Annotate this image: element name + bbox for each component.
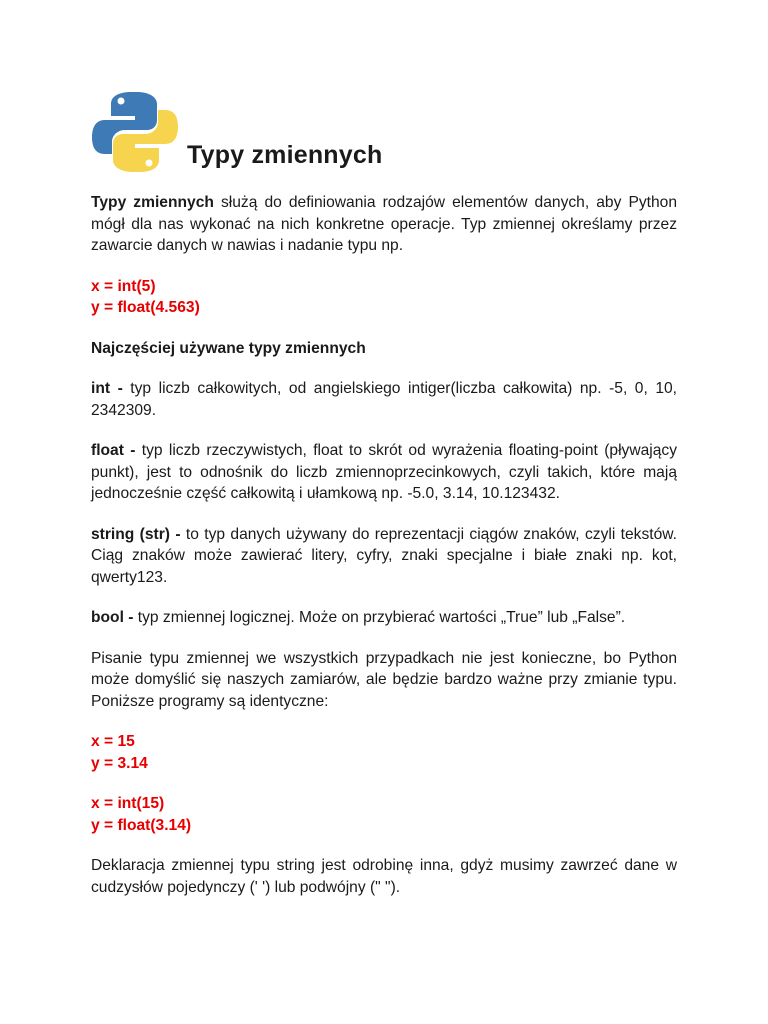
code-line: x = 15 (91, 733, 135, 750)
code-line: y = float(3.14) (91, 816, 192, 834)
header (91, 88, 677, 174)
paragraph-3: Deklaracja zmiennej typu string jest odrobinę inna, gdyż musimy zawrzeć dane w cudzysłów pojedynczy (' ') lub podwójny (" "). (91, 857, 677, 896)
type-text: to typ danych używany do reprezentacji ciągów znaków, czyli tekstów. Ciąg znaków może zawierać litery, cyfry, znaki specjalne i białe znaki np. kot, qwerty123. (91, 525, 678, 586)
type-term: float - (91, 442, 136, 459)
intro-text: służą do definiowania rodzajów elementów danych, aby Python mógł dla nas wykonać na nich konkretne operacje. Typ zmiennej określamy przez zawarcie danych w nawias i nadanie typu np. (91, 194, 677, 254)
intro-term: Typy zmiennych (91, 194, 214, 211)
python-logo-icon (91, 90, 179, 174)
type-term: string (str) - (91, 525, 181, 543)
code-block-1 (91, 276, 677, 319)
type-float (91, 440, 677, 505)
paragraph-2: Pisanie typu zmiennej we wszystkich przypadkach nie jest konieczne, bo Python może domyślić się naszych zamiarów, ale będzie bardzo ważne przy zmianie typu. Poniższe programy są identyczne: (91, 649, 677, 710)
page-title: Typy zmiennych (187, 141, 383, 169)
type-int (91, 378, 677, 421)
type-text: typ zmiennej logicznej. Może on przybierać wartości „True” lub „False”. (133, 609, 626, 626)
type-text: typ liczb rzeczywistych, float to skrót od wyrażenia floating-point (pływający punkt), jest to odnośnik do liczb zmiennoprzecinkowych, czyli takich, które mają jednocześnie część całkowitą i ułamkową np. -5.0, 3.14, 10.123432. (91, 442, 677, 502)
type-bool (91, 607, 677, 629)
type-term: bool - (91, 609, 134, 626)
section-heading: Najczęściej używane typy zmiennych (91, 339, 366, 357)
code-block-2 (91, 731, 677, 774)
code-line: x = int(5) (91, 277, 156, 295)
code-line: y = float(4.563) (91, 299, 200, 316)
code-line: y = 3.14 (91, 754, 148, 772)
type-string (91, 524, 677, 589)
intro-paragraph (91, 192, 677, 257)
code-line: x = int(15) (91, 795, 165, 812)
type-text: typ liczb całkowitych, od angielskiego intiger(liczba całkowita) np. -5, 0, 10, 2342309. (91, 380, 677, 419)
document-page (91, 88, 677, 917)
code-block-3 (91, 793, 677, 836)
type-term: int - (91, 380, 123, 397)
